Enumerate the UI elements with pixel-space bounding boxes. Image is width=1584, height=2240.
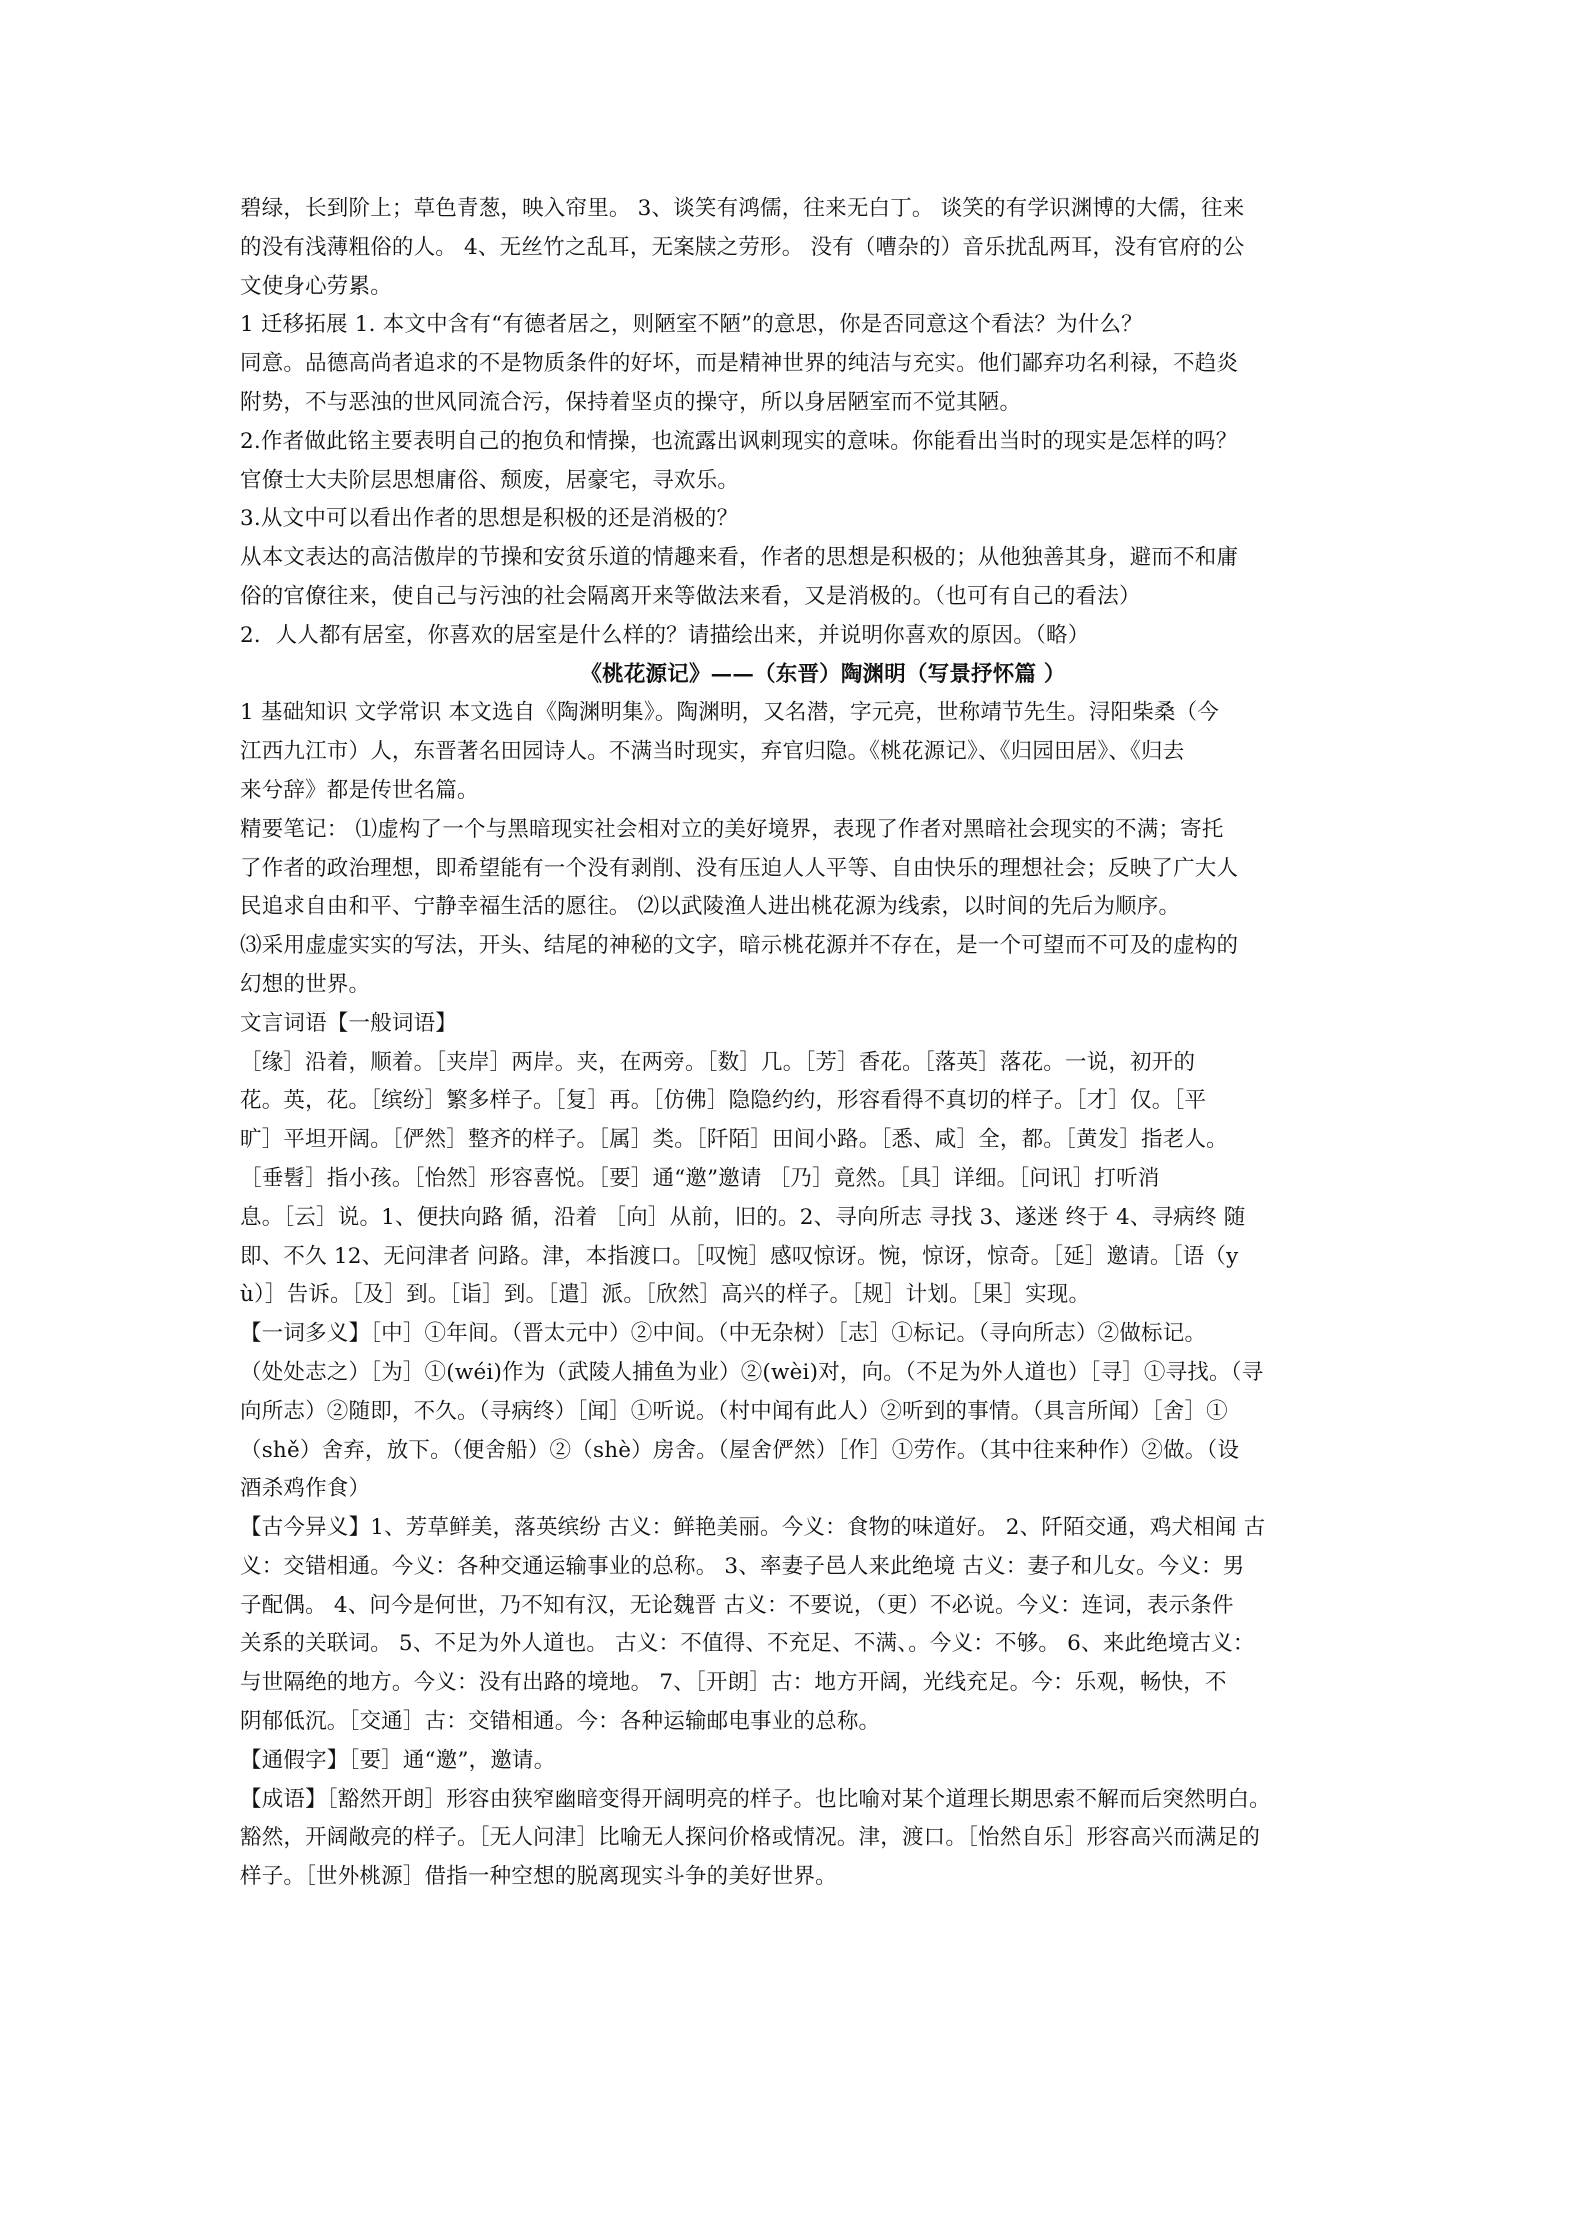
text-line: 碧绿，长到阶上；草色青葱，映入帘里。 3、谈笑有鸿儒，往来无白丁。 谈笑的有学识渊博的大儒，往来 (240, 196, 1245, 221)
text-line: ［缘］沿着，顺着。［夹岸］两岸。夹，在两旁。［数］几。［芳］香花。［落英］落花。一说，初开的 (240, 1049, 1196, 1075)
text-line: 向所志）②随即，不久。（寻病终）［闻］①听说。（村中闻有此人）②听到的事情。（具言所闻）［舍］① (240, 1398, 1228, 1424)
text-line: ù）］告诉。［及］到。［诣］到。［遣］派。［欣然］高兴的样子。［规］计划。［果］实现。 (240, 1282, 1091, 1308)
text-line: ⑶采用虚虚实实的写法，开头、结尾的神秘的文字，暗示桃花源并不存在，是一个可望而不可及的虚构的 (240, 933, 1239, 959)
text-line: 子配偶。 4、问今是何世，乃不知有汉，无论魏晋 古义：不要说，（更）不必说。今义：连词，表示条件 (240, 1592, 1234, 1618)
text-line: 官僚士大夫阶层思想庸俗、颓废，居豪宅，寻欢乐。 (240, 467, 740, 493)
text-line: 1 基础知识 文学常识 本文选自《陶渊明集》。陶渊明，又名潜，字元亮，世称靖节先生。浔阳柴桑（今 (240, 700, 1220, 726)
text-line: 豁然，开阔敞亮的样子。［无人问津］比喻无人探问价格或情况。津，渡口。［怡然自乐］形容高兴而满足的 (240, 1825, 1261, 1851)
text-line: 2.作者做此铭主要表明自己的抱负和情操，也流露出讽刺现实的意味。你能看出当时的现实是怎样的吗？ (240, 428, 1238, 454)
text-line: 江西九江市）人，东晋著名田园诗人。不满当时现实，弃官归隐。《桃花源记》、《归园田居》、《归去 (240, 739, 1185, 765)
text-line: 俗的官僚往来，使自己与污浊的社会隔离开来等做法来看，又是消极的。（也可有自己的看法） (240, 583, 1141, 609)
text-line: 与世隔绝的地方。今义：没有出路的境地。 7、［开朗］古：地方开阔，光线充足。今：乐观，畅快，不 (240, 1670, 1227, 1696)
text-line: 文使身心劳累。 (240, 273, 392, 299)
text-line: 样子。［世外桃源］借指一种空想的脱离现实斗争的美好世界。 (240, 1864, 837, 1890)
section-title: 《桃花源记》——（东晋）陶渊明（写景抒怀篇 ） (580, 661, 1066, 687)
text-line: 息。［云］说。1、便扶向路 循，沿着 ［向］从前，旧的。2、寻向所志 寻找 3、遂迷 终于 4、寻病终 随 (240, 1204, 1246, 1230)
text-line: 酒杀鸡作食） (240, 1476, 371, 1502)
text-line: 1 迁移拓展 1. 本文中含有“有德者居之，则陋室不陋”的意思，你是否同意这个看法？为什么？ (240, 312, 1143, 338)
text-line: 的没有浅薄粗俗的人。 4、无丝竹之乱耳，无案牍之劳形。 没有（嘈杂的）音乐扰乱两耳，没有官府的公 (240, 234, 1245, 260)
text-line: 从本文表达的高洁傲岸的节操和安贫乐道的情趣来看，作者的思想是积极的；从他独善其身，避而不和庸 (240, 545, 1239, 571)
text-line: 来兮辞》都是传世名篇。 (240, 777, 479, 803)
text-line: 即、不久 12、无问津者 问路。津，本指渡口。［叹惋］感叹惊讶。惋，惊讶，惊奇。［延］邀请。［语（y (240, 1243, 1239, 1269)
text-line: 花。英，花。［缤纷］繁多样子。［复］再。［仿佛］隐隐约约，形容看得不真切的样子。［才］仅。［平 (240, 1088, 1207, 1114)
text-line: （shě）舍弃，放下。（便舍船）②（shè）房舍。（屋舍俨然）［作］①劳作。（其中往来种作）②做。（设 (240, 1437, 1240, 1463)
text-line: 了作者的政治理想，即希望能有一个没有剥削、没有压迫人人平等、自由快乐的理想社会；反映了广大人 (240, 855, 1239, 881)
text-line: 【通假字】［要］通“邀”，邀请。 (240, 1747, 556, 1773)
text-line: 附势，不与恶浊的世风同流合污，保持着坚贞的操守，所以身居陋室而不觉其陋。 (240, 389, 1022, 415)
text-line: 【古今异义】1、芳草鲜美，落英缤纷 古义：鲜艳美丽。今义：食物的味道好。 2、阡陌交通，鸡犬相闻 古 (240, 1515, 1266, 1541)
text-line: 阴郁低沉。［交通］古：交错相通。今：各种运输邮电事业的总称。 (240, 1709, 881, 1735)
text-line: ［垂髫］指小孩。［怡然］形容喜悦。［要］通“邀”邀请 ［乃］竟然。［具］详细。［问讯］打听消 (240, 1165, 1160, 1191)
text-line: 关系的关联词。 5、不足为外人道也。 古义：不值得、不充足、不满、。今义：不够。 6、来此绝境古义： (240, 1631, 1255, 1657)
text-line: （处处志之）［为］①(wéi)作为（武陵人捕鱼为业）②(wèi)对，向。（不足为外人道也）［寻］①寻找。（寻 (240, 1359, 1264, 1385)
text-line: 民追求自由和平、宁静幸福生活的愿往。 ⑵以武陵渔人进出桃花源为线索，以时间的先后为顺序。 (240, 894, 1181, 920)
text-line: 幻想的世界。 (240, 971, 371, 997)
text-line: 同意。品德高尚者追求的不是物质条件的好坏，而是精神世界的纯洁与充实。他们鄙弃功名利禄，不趋炎 (240, 351, 1239, 377)
text-line: 精要笔记： ⑴虚构了一个与黑暗现实社会相对立的美好境界，表现了作者对黑暗社会现实的不满；寄托 (240, 816, 1224, 842)
text-line: 【一词多义】［中］①年间。（晋太元中）②中间。（中无杂树）［志］①标记。（寻向所志）②做标记。 (240, 1321, 1207, 1347)
text-line: 3.从文中可以看出作者的思想是积极的还是消极的？ (240, 506, 739, 532)
text-line: 【成语】［豁然开朗］形容由狭窄幽暗变得开阔明亮的样子。也比喻对某个道理长期思索不解而后突然明白。 (240, 1786, 1271, 1812)
text-line: 义：交错相通。今义：各种交通运输事业的总称。 3、率妻子邑人来此绝境 古义：妻子和儿女。今义：男 (240, 1553, 1245, 1579)
text-line: 旷］平坦开阔。［俨然］整齐的样子。［属］类。［阡陌］田间小路。［悉、咸］全，都。［黄发］指老人。 (240, 1127, 1228, 1153)
document-page (240, 190, 1346, 1897)
text-line: 2．人人都有居室，你喜欢的居室是什么样的？请描绘出来，并说明你喜欢的原因。（略） (240, 622, 1090, 648)
subsection-heading: 文言词语【一般词语】 (240, 1010, 458, 1036)
